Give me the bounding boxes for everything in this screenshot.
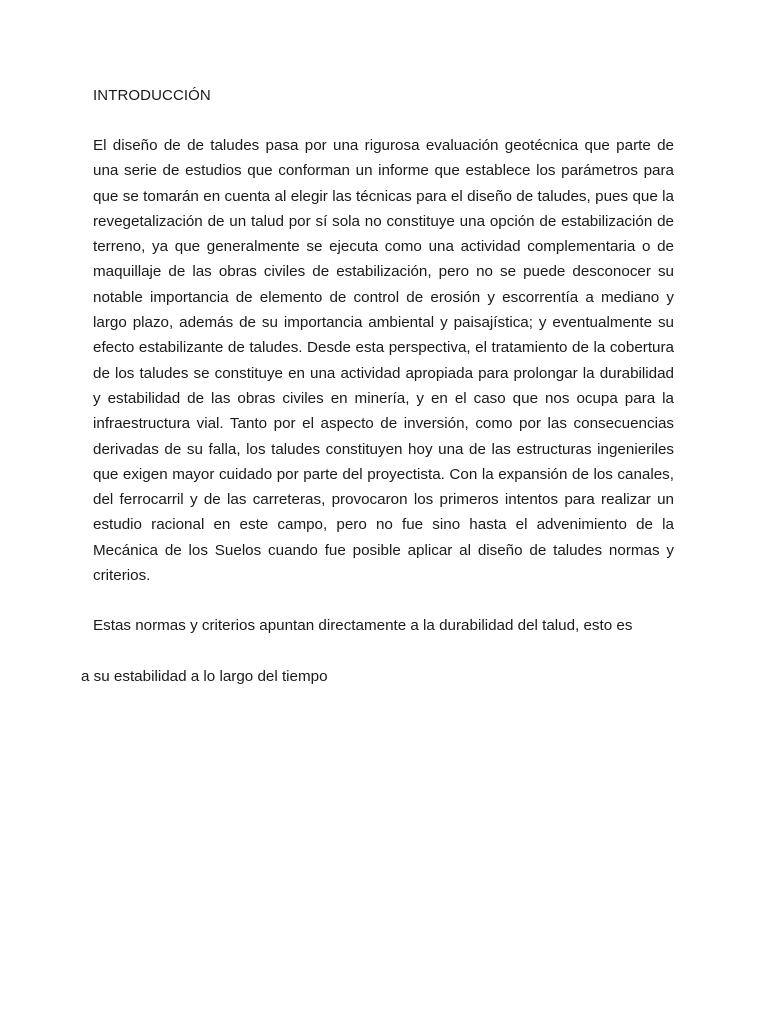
body-paragraph-1: El diseño de de taludes pasa por una rigurosa evaluación geotécnica que parte de una serie de estudios que conforman un informe que establece los parámetros para que se tomarán en cuenta al elegir las técnicas para el diseño de taludes, pues que la revegetalización de un talud por sí sola no constituye una opción de estabilización de terreno, ya que generalmente se ejecuta como una actividad complementaria o de maquillaje de las obras civiles de estabilización, pero no se puede desconocer su notable importancia de elemento de control de erosión y escorrentía a mediano y largo plazo, además de su importancia ambiental y paisajística; y eventualmente su efecto estabilizante de taludes. Desde esta perspectiva, el tratamiento de la cobertura de los taludes se constituye en una actividad apropiada para prolongar la durabilidad y estabilidad de las obras civiles en minería, y en el caso que nos ocupa para la infraestructura vial. Tanto por el aspecto de inversión, como por las consecuencias derivadas de su falla, los taludes constituyen hoy una de las estructuras ingenieriles que exigen mayor cuidado por parte del proyectista. Con la expansión de los canales, del ferrocarril y de las carreteras, provocaron los primeros intentos para realizar un estudio racional en este campo, pero no fue sino hasta el advenimiento de la Mecánica de los Suelos cuando fue posible aplicar al diseño de taludes normas y criterios. [93,137,674,585]
body-paragraph-2-line-2: a su estabilidad a lo largo del tiempo [81,667,328,685]
body-paragraph-2 [81,588,693,714]
section-heading: INTRODUCCIÓN [93,87,211,104]
body-paragraph-2-line-1: Estas normas y criterios apuntan directamente a la durabilidad del talud, esto es [93,617,633,635]
